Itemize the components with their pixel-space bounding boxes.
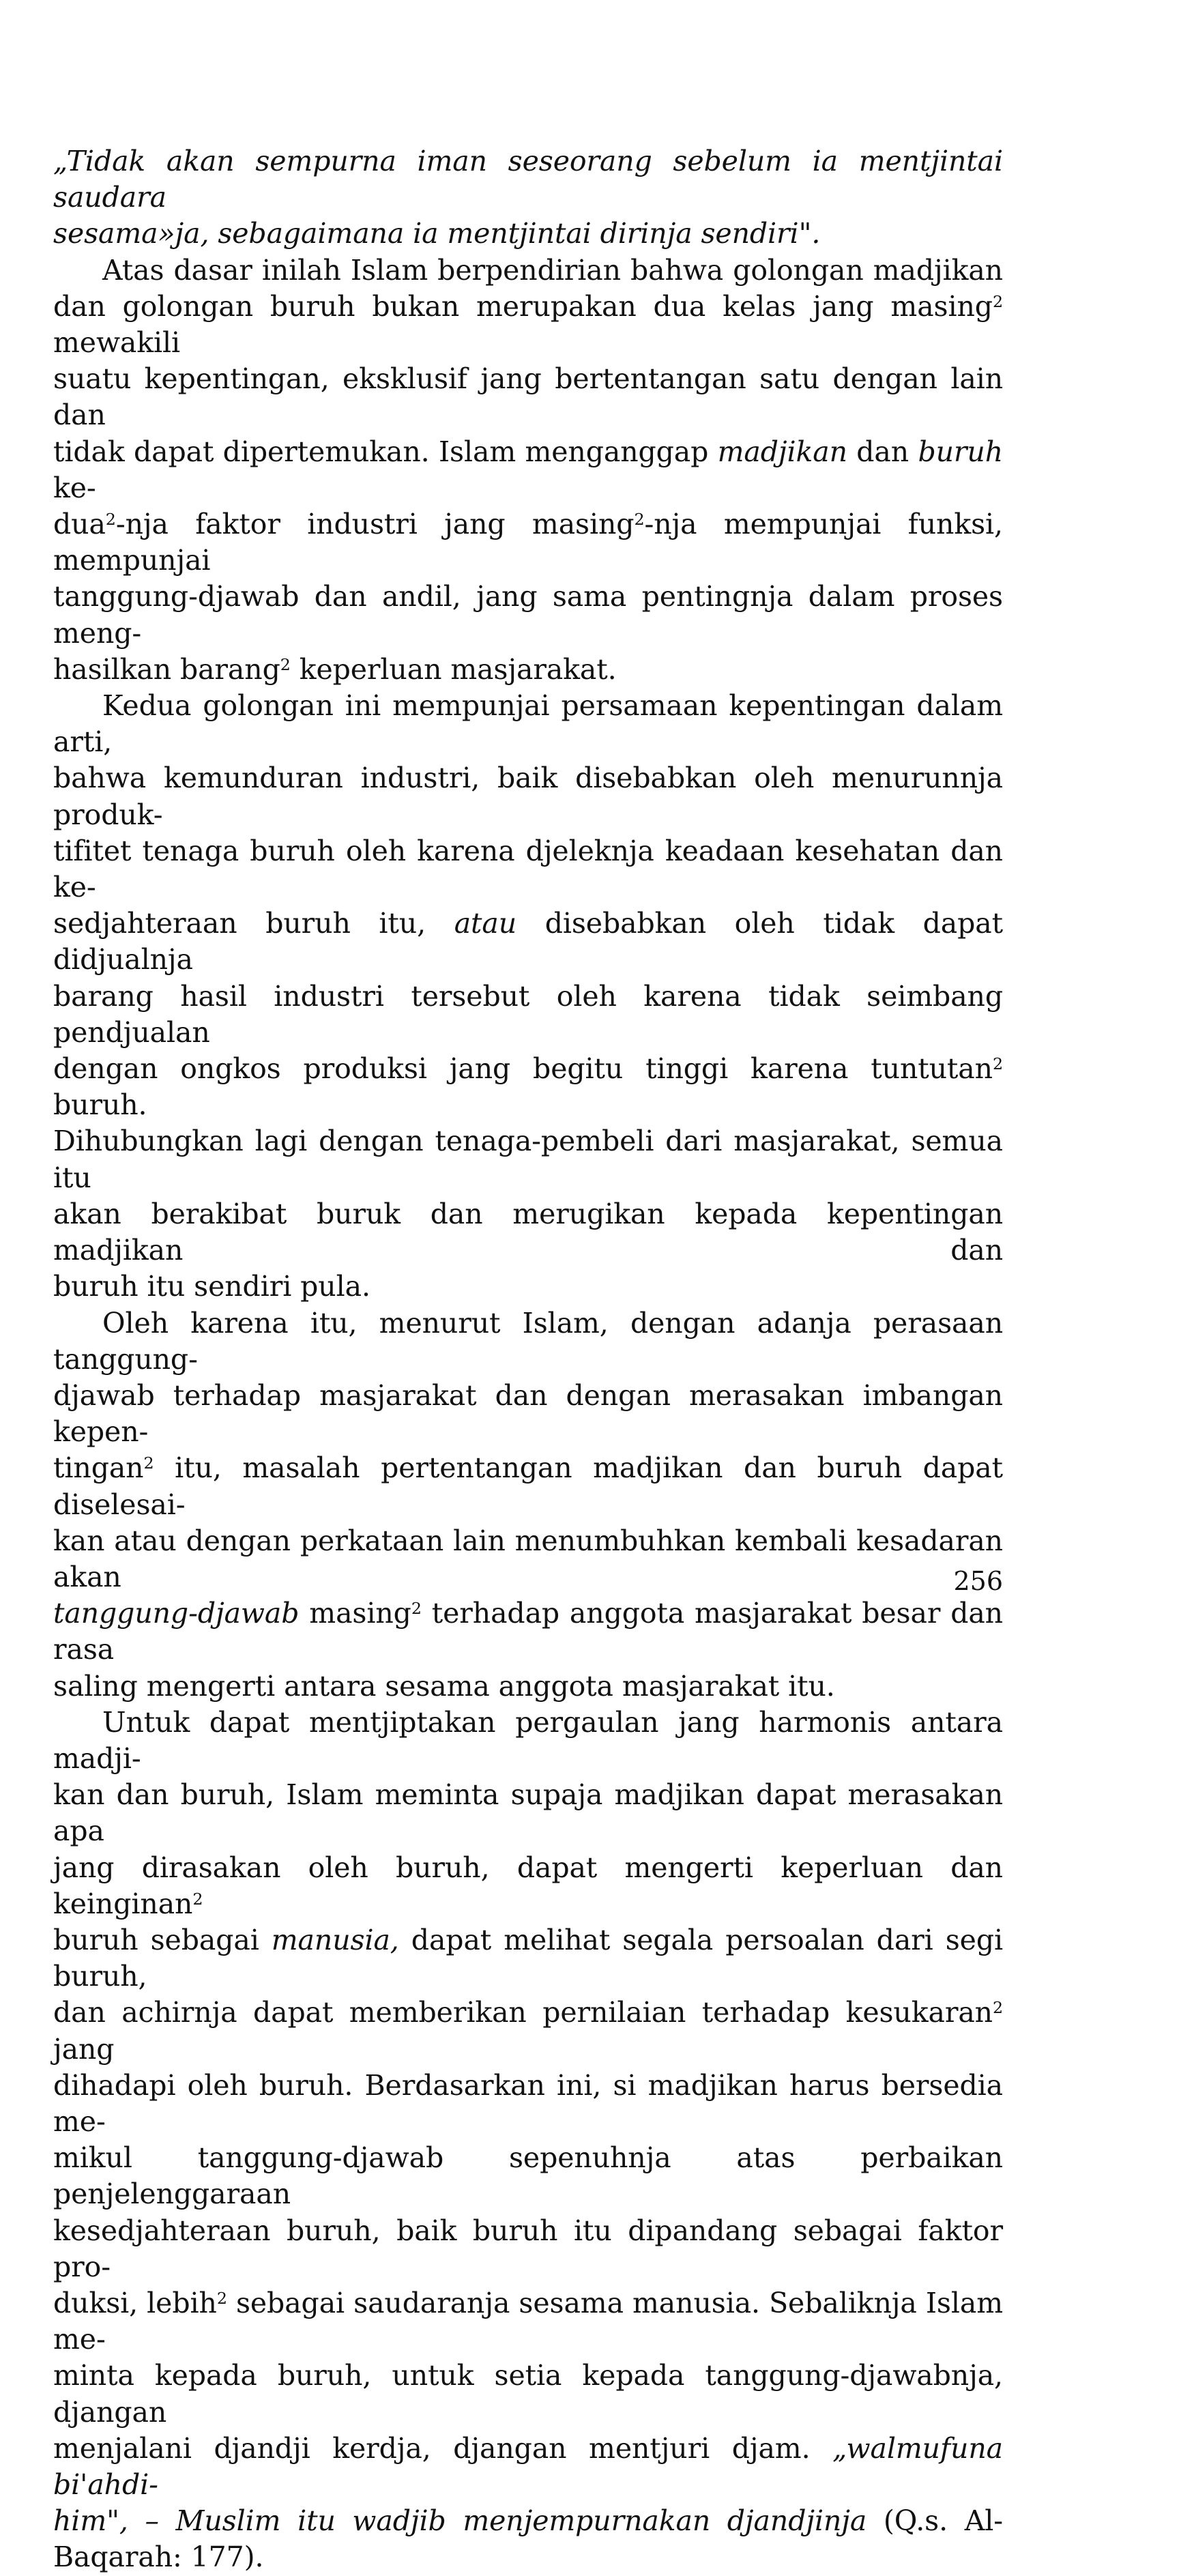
text-line: kan atau dengan perkataan lain menumbuhkan kembali kesadaran akan	[53, 1524, 1003, 1593]
superscript-two: 2	[992, 1998, 1003, 2018]
text-line: mikul tanggung-djawab sepenuhnja atas perbaikan penjelenggaraan	[53, 2141, 1003, 2211]
text-line: djawab terhadap masjarakat dan dengan merasakan imbangan kepen-	[53, 1378, 1003, 1449]
superscript-two: 2	[634, 509, 645, 529]
text-line: kan dan buruh, Islam meminta supaja madjikan dapat merasakan apa	[53, 1778, 1003, 1848]
text-line: him", – Muslim itu wadjib menjempurnakan djandjinja (Q.s. Al-	[53, 2504, 1003, 2538]
page-body	[53, 143, 1003, 2576]
text-line: Oleh karena itu, menurut Islam, dengan adanja perasaan tanggung-	[53, 1306, 1003, 1376]
quote-block	[53, 143, 1003, 252]
text-line: saling mengerti antara sesama anggota masjarakat itu.	[53, 1669, 835, 1703]
text-line: Atas dasar inilah Islam berpendirian bahwa golongan madjikan	[102, 253, 1003, 287]
superscript-two: 2	[992, 1054, 1003, 1073]
italic-text: „walmufuna bi'ahdi-	[53, 2431, 1003, 2501]
superscript-two: 2	[411, 1599, 422, 1619]
italic-text: atau	[454, 907, 517, 940]
italic-text: him", – Muslim itu wadjib menjempurnakan djandjinja	[53, 2504, 867, 2538]
text-line: menjalani djandji kerdja, djangan mentjuri djam. „walmufuna bi'ahdi-	[53, 2431, 1003, 2501]
text-line: dua$^2$-nja faktor industri jang masing$^2$-nja mempunjai funksi, mempunjai	[53, 508, 1003, 577]
text-line: dan golongan buruh bukan merupakan dua kelas jang masing$^2$ mewakili	[53, 289, 1003, 360]
text-line: tingan$^2$ itu, masalah pertentangan madjikan dan buruh dapat diselesai-	[53, 1451, 1003, 1521]
text-line: dengan ongkos produksi jang begitu tinggi karena tuntutan$^2$ buruh.	[53, 1052, 1003, 1122]
text-line: tidak dapat dipertemukan. Islam menganggap madjikan dan buruh ke-	[53, 435, 1003, 504]
text-line: jang dirasakan oleh buruh, dapat mengerti keperluan dan keinginan$^2$	[53, 1851, 1003, 1920]
superscript-two: 2	[192, 1889, 203, 1909]
text-line: duksi, lebih$^2$ sebagai saudaranja sesama manusia. Sebaliknja Islam me-	[53, 2286, 1004, 2356]
superscript-two: 2	[143, 1453, 154, 1473]
text-line: minta kepada buruh, untuk setia kepada tanggung-djawabnja, djangan	[53, 2359, 1003, 2429]
superscript-two: 2	[216, 2288, 227, 2308]
paragraph	[53, 1705, 1003, 2576]
text-line: Baqarah: 177).	[53, 2541, 264, 2574]
italic-text: manusia,	[271, 1923, 399, 1956]
text-line: tifitet tenaga buruh oleh karena djeleknja keadaan kesehatan dan ke-	[53, 834, 1003, 904]
text-line: buruh sebagai manusia, dapat melihat segala persoalan dari segi buruh,	[53, 1923, 1003, 1993]
quote-line: „Tidak akan sempurna iman seseorang sebelum ia mentjintai saudara	[53, 145, 1003, 214]
text-line: Dihubungkan lagi dengan tenaga-pembeli dari masjarakat, semua itu	[53, 1125, 1003, 1194]
text-line: akan berakibat buruk dan merugikan kepada kepentingan madjikan dan	[53, 1197, 1003, 1267]
text-line: kesedjahteraan buruh, baik buruh itu dipandang sebagai faktor pro-	[53, 2214, 1003, 2283]
page-number: 256	[953, 1566, 1003, 1596]
superscript-two: 2	[280, 654, 291, 674]
text-line: suatu kepentingan, eksklusif jang bertentangan satu dengan lain dan	[53, 362, 1003, 432]
text-line: bahwa kemunduran industri, baik disebabkan oleh menurunnja produk-	[53, 762, 1003, 831]
text-line: buruh itu sendiri pula.	[53, 1270, 370, 1303]
text-line: hasilkan barang$^2$ keperluan masjarakat.	[53, 652, 617, 686]
paragraph	[53, 1305, 1003, 1705]
paragraph	[53, 688, 1003, 1305]
text-line: Kedua golongan ini mempunjai persamaan kepentingan dalam arti,	[53, 689, 1003, 759]
italic-text: tanggung-djawab	[53, 1597, 300, 1630]
text-line: barang hasil industri tersebut oleh karena tidak seimbang pendjualan	[53, 979, 1003, 1049]
superscript-two: 2	[105, 509, 116, 529]
superscript-two: 2	[992, 291, 1003, 311]
italic-text: madjikan	[717, 435, 847, 468]
paragraphs	[53, 252, 1003, 2576]
text-line: dihadapi oleh buruh. Berdasarkan ini, si madjikan harus bersedia me-	[53, 2068, 1003, 2138]
italic-text: buruh	[918, 435, 1003, 468]
text-line: Untuk dapat mentjiptakan pergaulan jang harmonis antara madji-	[53, 1705, 1003, 1775]
paragraph	[53, 252, 1003, 688]
text-line: tanggung-djawab dan andil, jang sama pentingnja dalam proses meng-	[53, 580, 1003, 650]
quote-line: sesama»ja, sebagaimana ia mentjintai dirinja sendiri".	[53, 217, 821, 250]
text-line: tanggung-djawab masing$^2$ terhadap anggota masjarakat besar dan rasa	[53, 1597, 1003, 1666]
text-line: sedjahteraan buruh itu, atau disebabkan oleh tidak dapat didjualnja	[53, 907, 1003, 976]
text-line: dan achirnja dapat memberikan pernilaian terhadap kesukaran$^2$ jang	[53, 1996, 1003, 2066]
